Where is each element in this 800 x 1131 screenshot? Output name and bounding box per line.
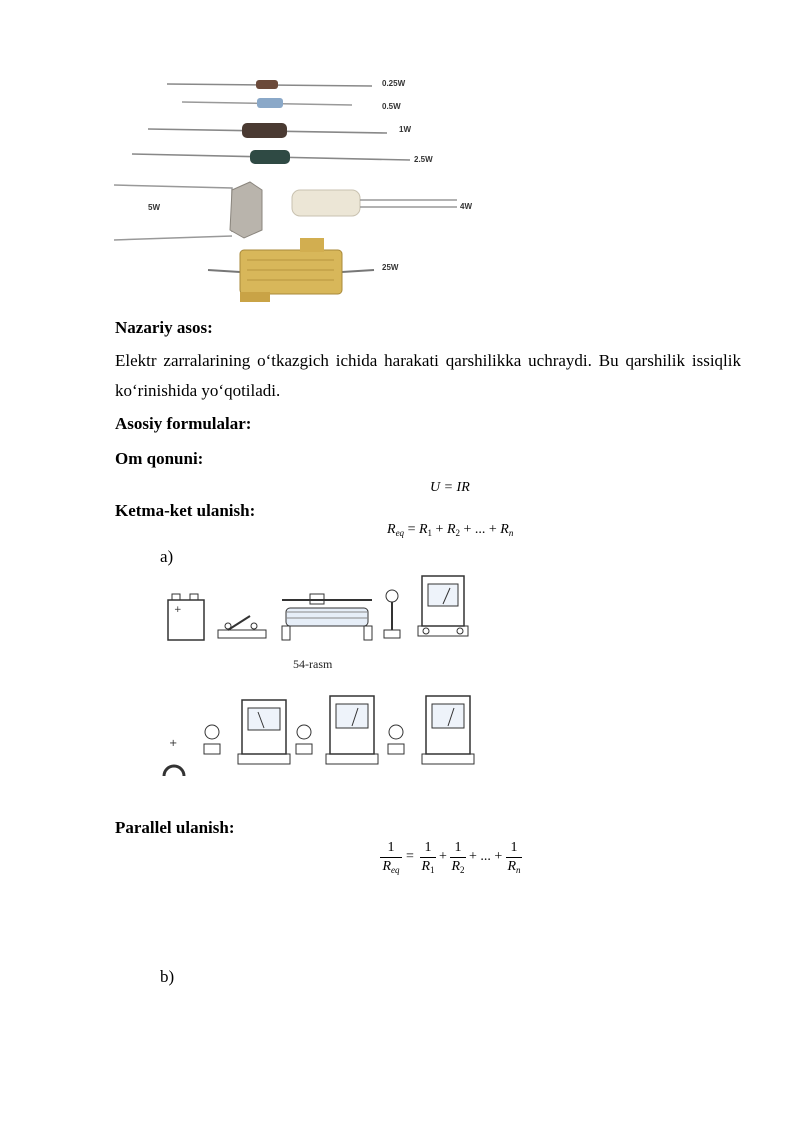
theory-paragraph: Elektr zarralarining o‘tkazgich ichida harakati qarshilikka uchraydi. Bu qarshilik issiqlik ko‘rinishida yo‘qotiladi. [115,351,741,400]
equipment-illustration-1 [160,568,480,648]
equipment-illustration-2 [160,690,480,778]
parallel-dots: + ... + [469,849,503,864]
series-formula-plus1: + [435,522,444,537]
formulas-heading: Asosiy formulalar: [115,414,252,433]
theory-heading: Nazariy asos: [115,318,213,337]
parallel-plus-sign: + [439,849,447,864]
series-formula-eq: = [407,522,416,537]
resistor-illustration [112,70,482,310]
series-formula-t2: R [446,522,456,537]
parallel-frac-2-sub: 2 [460,865,465,875]
ohm-law-heading: Om qonuni: [115,449,204,468]
resistor-photo [112,70,482,310]
resistor-label-4w: 4W [460,202,472,211]
parallel-eq-sign: = [406,849,414,864]
parallel-frac-2 [450,840,466,878]
parallel-frac-eq-sub: eq [391,865,400,875]
resistor-label-1w: 1W [399,125,411,134]
resistor-label-0.5w: 0.5W [382,102,401,111]
parallel-frac-1-sub: 1 [430,865,435,875]
series-formula-lhs: R [387,522,396,537]
series-formula-tn-sub: n [508,528,514,538]
series-formula-plus2: + ... + [463,522,497,537]
parallel-frac-n-num: 1 [510,840,518,855]
label-a: a) [160,547,174,566]
series-formula-t2-sub: 2 [455,528,460,538]
resistor-label-25w: 25W [382,263,399,272]
parallel-heading: Parallel ulanish: [115,818,235,837]
resistor-label-5w: 5W [148,203,160,212]
circuit-figure-row1 [160,568,480,648]
parallel-frac-eq [380,840,402,878]
parallel-frac-1-num: 1 [424,840,432,855]
series-formula-t1-sub: 1 [427,528,433,538]
resistor-label-0.25w: 0.25W [382,79,406,88]
series-heading: Ketma-ket ulanish: [115,501,256,520]
series-formula-lhs-sub: eq [395,528,405,538]
parallel-frac-n-sub: n [516,865,521,875]
parallel-frac-n [506,840,522,878]
parallel-frac-2-num: 1 [454,840,462,855]
parallel-frac-n-r: R [507,859,517,874]
parallel-frac-1-r: R [421,859,431,874]
label-b: b) [160,967,175,986]
parallel-frac-2-r: R [451,859,461,874]
series-formula [387,522,513,538]
circuit-plus-sign: + [169,738,178,749]
ohm-law-formula: U = IR [430,480,470,495]
circuit-figure-row2 [160,690,480,778]
series-formula-tn: R [500,522,509,537]
parallel-formula [380,840,530,880]
circuit-caption: 54-rasm [293,657,333,671]
parallel-frac-eq-r: R [382,859,392,874]
parallel-frac-eq-num: 1 [387,840,395,855]
parallel-frac-1 [420,840,436,878]
resistor-label-2.5w: 2.5W [414,155,433,164]
series-formula-t1: R [418,522,428,537]
svg-text:+: + [174,605,182,615]
